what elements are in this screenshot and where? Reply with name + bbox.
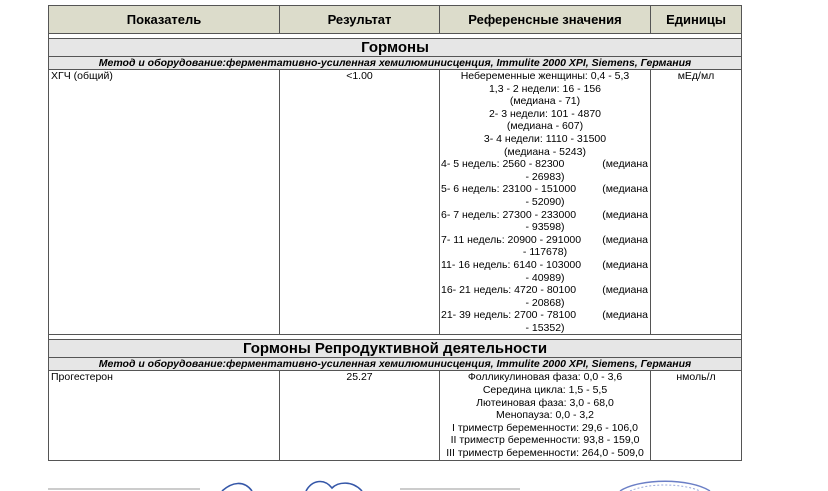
stamp-edge [620,481,710,491]
reference-values-hcg [440,70,651,335]
reference-line: (медиана - 71) [509,95,581,108]
result-value-progesterone: 25.27 [280,371,440,460]
signature-stroke [306,482,362,491]
reference-week-median-value: - 20868) [525,296,565,309]
reference-week-median-value: - 40989) [525,271,565,284]
stamp-edge [630,485,700,491]
reference-line: 1,3 - 2 недели: 16 - 156 [488,82,602,95]
reference-week-median: (медиана [602,158,648,171]
column-header-indicator: Показатель [49,6,280,34]
reference-week-line [441,183,649,196]
reference-week-line [441,158,649,171]
reference-line: 2- 3 недели: 101 - 4870 [488,107,602,120]
reference-week-range: 21- 39 недель: 2700 - 78100 [441,309,577,322]
reference-week-median: (медиана [602,284,648,297]
signature-and-stamp [0,476,828,491]
section-title-row [49,340,742,358]
reference-week-range: 11- 16 недель: 6140 - 103000 [441,258,582,271]
reference-week-line [441,259,649,272]
reference-week-range: 4- 5 недель: 2560 - 82300 [441,158,565,171]
reference-line: (медиана - 607) [506,120,584,133]
reference-week-median-value: - 52090) [525,195,565,208]
reference-line: Небеременные женщины: 0,4 - 5,3 [460,70,630,82]
indicator-name-hcg: ХГЧ (общий) [49,70,280,335]
indicator-name-progesterone: Прогестерон [49,371,280,460]
reference-line: I триместр беременности: 29,6 - 106,0 [452,421,638,434]
reference-week-range: 5- 6 недель: 23100 - 151000 [441,183,577,196]
reference-line: III триместр беременности: 264,0 - 509,0 [446,447,644,460]
reference-week-range: 7- 11 недель: 20900 - 291000 [441,233,582,246]
unit-hcg: мЕд/мл [651,70,742,335]
reference-line: Лютеиновая фаза: 3,0 - 68,0 [476,396,614,409]
reference-line: Фолликулиновая фаза: 0,0 - 3,6 [467,371,623,384]
reference-values-progesterone [440,371,651,460]
reference-line: II триместр беременности: 93,8 - 159,0 [450,434,640,447]
method-row [49,57,742,70]
column-header-result: Результат [280,6,440,34]
reference-week-median: (медиана [602,208,648,221]
section-title-reproductive-hormones: Гормоны Репродуктивной деятельности [49,340,742,358]
reference-week-range: 6- 7 недель: 27300 - 233000 [441,208,577,221]
lab-results-sheet [48,5,741,461]
reference-week-line [441,234,649,247]
signature-stroke [222,483,252,491]
reference-line: 3- 4 недели: 1110 - 31500 [483,132,607,145]
result-value-hcg: <1.00 [280,70,440,335]
table-row [49,70,742,335]
reference-line: Менопауза: 0,0 - 3,2 [495,409,594,422]
reference-week-median-value: - 117678) [522,246,568,259]
reference-week-range: 16- 21 недель: 4720 - 80100 [441,284,577,297]
reference-week-median-value: - 15352) [525,321,565,334]
reference-week-median-value: - 26983) [525,170,565,183]
section-title-hormones: Гормоны [49,39,742,57]
section-method-reproductive-hormones: Метод и оборудование:ферментативно-усиленная хемилюминисценция, Immulite 2000 XPI, Siemens, Германия [49,358,742,371]
reference-week-median: (медиана [602,258,648,271]
reference-line: Середина цикла: 1,5 - 5,5 [482,384,608,397]
reference-week-median: (медиана [602,233,648,246]
table-header-row [49,6,742,34]
reference-line: (медиана - 5243) [504,145,586,158]
section-title-row [49,39,742,57]
table-row [49,371,742,460]
results-table [48,5,742,461]
reference-week-median: (медиана [602,309,648,322]
reference-week-median-value: - 93598) [525,221,565,234]
reference-week-line [441,309,649,322]
reference-week-line [441,209,649,222]
reference-week-median: (медиана [602,183,648,196]
reference-week-line [441,284,649,297]
method-row [49,358,742,371]
section-method-hormones: Метод и оборудование:ферментативно-усиленная хемилюминисценция, Immulite 2000 XPI, Siemens, Германия [49,57,742,70]
column-header-units: Единицы [651,6,742,34]
unit-progesterone: нмоль/л [651,371,742,460]
column-header-reference: Референсные значения [440,6,651,34]
